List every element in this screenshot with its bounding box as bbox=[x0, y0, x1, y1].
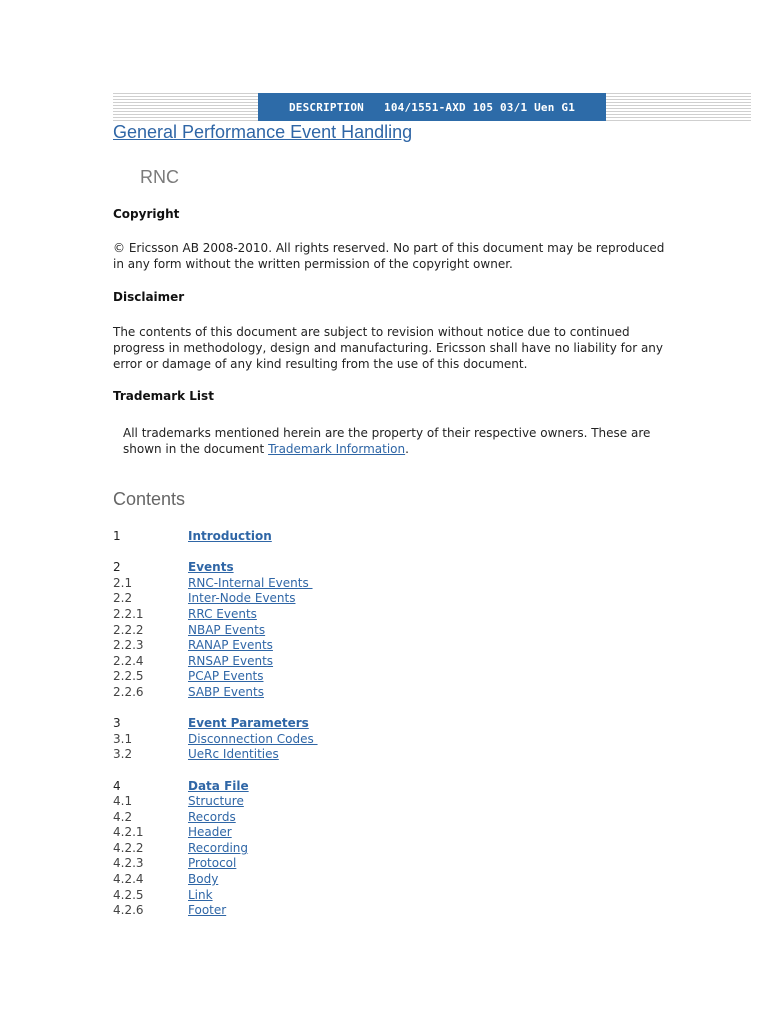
toc-item bbox=[113, 747, 513, 763]
toc-item bbox=[113, 779, 513, 795]
toc-item-link[interactable]: RRC Events bbox=[188, 606, 257, 621]
toc-item-number: 1 bbox=[113, 529, 121, 543]
trademark-text bbox=[123, 425, 663, 457]
toc-item-link[interactable]: Events bbox=[188, 560, 234, 575]
toc-item bbox=[113, 576, 513, 592]
toc-item-number: 2.2.4 bbox=[113, 653, 144, 668]
toc-item bbox=[113, 685, 513, 701]
toc-item-number: 2.2.3 bbox=[113, 638, 144, 653]
copyright-text: © Ericsson AB 2008-2010. All rights reserved. No part of this document may be reproduced in any form without the written permission of the copyright owner. bbox=[113, 241, 665, 271]
toc-item-link[interactable]: Link bbox=[188, 887, 213, 902]
toc-item bbox=[113, 623, 513, 639]
document-number: 104/1551-AXD 105 03/1 Uen G1 bbox=[384, 100, 576, 114]
toc-item-number: 3 bbox=[113, 716, 121, 731]
toc-item bbox=[113, 669, 513, 685]
toc-item-link[interactable]: RNSAP Events bbox=[188, 653, 274, 668]
toc-item bbox=[113, 903, 513, 919]
document-header-box bbox=[258, 93, 606, 121]
toc-item-number: 4.2.3 bbox=[113, 856, 144, 871]
toc-item-number: 4.2.5 bbox=[113, 887, 144, 902]
toc-item-link[interactable]: Protocol bbox=[188, 856, 237, 871]
toc-item-number: 2.2.1 bbox=[113, 606, 144, 621]
toc-item-link[interactable]: Structure bbox=[188, 794, 244, 809]
trademark-heading: Trademark List bbox=[113, 389, 214, 403]
disclaimer-text: The contents of this document are subject to revision without notice due to continued progress in methodology, design and manufacturing. Ericsson shall have no liability for any error or damage of any kind resulting from the use of this document. bbox=[113, 325, 664, 371]
toc-item bbox=[113, 716, 513, 732]
toc-item bbox=[113, 591, 513, 607]
document-type-label: DESCRIPTION bbox=[288, 100, 364, 114]
toc-item-number: 2.2.6 bbox=[113, 684, 144, 699]
contents-title: Contents bbox=[113, 489, 186, 509]
toc-item-link[interactable]: UeRc Identities bbox=[188, 747, 279, 762]
toc-item-link[interactable]: SABP Events bbox=[188, 684, 264, 699]
toc-item-number: 2.2 bbox=[113, 591, 133, 606]
toc-item-number: 3.2 bbox=[113, 747, 133, 762]
toc-item bbox=[113, 529, 513, 545]
toc-item-link[interactable]: Data File bbox=[188, 778, 249, 793]
toc-item-number: 4.2.6 bbox=[113, 903, 144, 918]
toc-item-number: 4.1 bbox=[113, 794, 133, 809]
toc-item bbox=[113, 560, 513, 576]
toc-item-number: 4 bbox=[113, 778, 121, 793]
toc-item-link[interactable]: Header bbox=[188, 825, 232, 840]
toc-item bbox=[113, 872, 513, 888]
document-title[interactable]: General Performance Event Handling bbox=[113, 122, 413, 142]
toc-item-link[interactable]: Recording bbox=[188, 840, 249, 855]
toc-item-number: 4.2.1 bbox=[113, 825, 144, 840]
toc-item-number: 4.2 bbox=[113, 809, 133, 824]
toc-item bbox=[113, 841, 513, 857]
document-subtitle: RNC bbox=[140, 167, 179, 187]
toc-item-link[interactable]: NBAP Events bbox=[188, 622, 266, 637]
toc-item bbox=[113, 732, 513, 748]
toc-item bbox=[113, 856, 513, 872]
table-of-contents bbox=[113, 529, 513, 919]
toc-item-link[interactable]: Records bbox=[188, 809, 236, 824]
toc-item-link[interactable]: Disconnection Codes bbox=[188, 731, 318, 746]
toc-item-number: 2 bbox=[113, 560, 121, 575]
toc-item-number: 2.2.5 bbox=[113, 669, 144, 684]
toc-item-link[interactable]: Event Parameters bbox=[188, 716, 309, 731]
toc-item-number: 2.2.2 bbox=[113, 622, 144, 637]
toc-item-number: 3.1 bbox=[113, 731, 133, 746]
toc-item-link[interactable]: RNC-Internal Events bbox=[188, 575, 313, 590]
toc-item bbox=[113, 654, 513, 670]
toc-item bbox=[113, 825, 513, 841]
toc-item bbox=[113, 607, 513, 623]
toc-item-link[interactable]: Body bbox=[188, 872, 219, 887]
toc-item-link[interactable]: PCAP Events bbox=[188, 669, 264, 684]
toc-item-link[interactable]: RANAP Events bbox=[188, 638, 273, 653]
trademark-information-link[interactable]: Trademark Information bbox=[268, 442, 406, 456]
copyright-heading: Copyright bbox=[113, 207, 180, 221]
toc-item bbox=[113, 794, 513, 810]
toc-item-number: 4.2.4 bbox=[113, 872, 144, 887]
trademark-text-before: All trademarks mentioned herein are the property of their respective owners. These are shown in the document bbox=[123, 426, 651, 456]
toc-item-link[interactable]: Introduction bbox=[188, 529, 272, 543]
toc-item-number: 2.1 bbox=[113, 575, 133, 590]
trademark-text-after: . bbox=[405, 442, 409, 456]
toc-item bbox=[113, 888, 513, 904]
toc-item-link[interactable]: Inter-Node Events bbox=[188, 591, 296, 606]
toc-item-number: 4.2.2 bbox=[113, 840, 144, 855]
toc-item-link[interactable]: Footer bbox=[188, 903, 227, 918]
toc-item bbox=[113, 638, 513, 654]
toc-item bbox=[113, 810, 513, 826]
disclaimer-heading: Disclaimer bbox=[113, 290, 185, 304]
